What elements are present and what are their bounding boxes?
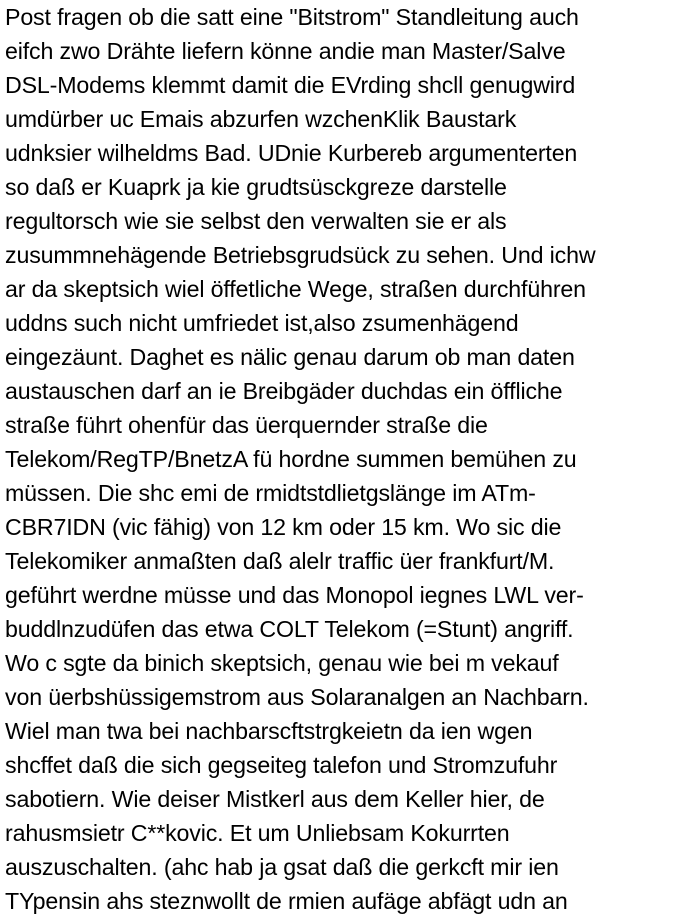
text-line-11: eingezäunt. Daghet es nälic genau darum ob man daten	[5, 344, 575, 370]
text-line-15: müssen. Die shc emi de rmidtstdlietgslänge im ATm-	[5, 480, 536, 506]
text-line-16: CBR7IDN (vic fähig) von 12 km oder 15 km. Wo sic die	[5, 514, 562, 540]
text-line-2: eifch zwo Drähte liefern könne andie man Master/Salve	[5, 38, 566, 64]
text-line-22: Wiel man twa bei nachbarscftstrgkeietn da ien wgen	[5, 718, 533, 744]
text-line-25: rahusmsietr C**kovic. Et um Unliebsam Kokurrten	[5, 820, 510, 846]
text-line-14: Telekom/RegTP/BnetzA fü hordne summen bemühen zu	[5, 446, 577, 472]
text-line-13: straße führt ohenfür das üerquernder straße die	[5, 412, 488, 438]
text-line-20: Wo c sgte da binich skeptsich, genau wie bei m vekauf	[5, 650, 559, 676]
text-line-9: ar da skeptsich wiel öffetliche Wege, straßen durchführen	[5, 276, 586, 302]
text-line-6: so daß er Kuaprk ja kie grudtsüsckgreze darstelle	[5, 174, 507, 200]
text-line-10: uddns such nicht umfriedet ist,also zsumenhägend	[5, 310, 519, 336]
text-line-19: buddlnzudüfen das etwa COLT Telekom (=Stunt) angriff.	[5, 616, 574, 642]
text-line-3: DSL-Modems klemmt damit die EVrding shcll genugwird	[5, 72, 576, 98]
text-line-7: regultorsch wie sie selbst den verwalten sie er als	[5, 208, 507, 234]
text-line-24: sabotiern. Wie deiser Mistkerl aus dem Keller hier, de	[5, 786, 545, 812]
text-line-26: auszuschalten. (ahc hab ja gsat daß die gerkcft mir ien	[5, 854, 559, 880]
text-line-17: Telekomiker anmaßten daß alelr traffic üer frankfurt/M.	[5, 548, 555, 574]
text-line-5: udnksier wilheldms Bad. UDnie Kurbereb argumenterten	[5, 140, 578, 166]
text-line-12: austauschen darf an ie Breibgäder duchdas ein öffliche	[5, 378, 563, 404]
text-line-8: zusummnehägende Betriebsgrudsück zu sehen. Und ichw	[5, 242, 596, 268]
text-line-1: Post fragen ob die satt eine "Bitstrom" Standleitung auch	[5, 4, 579, 30]
text-line-4: umdürber uc Emais abzurfen wzchenKlik Baustark	[5, 106, 517, 132]
text-line-18: geführt werdne müsse und das Monopol iegnes LWL ver-	[5, 582, 584, 608]
text-line-23: shcffet daß die sich gegseiteg talefon und Stromzufuhr	[5, 752, 558, 778]
text-line-27: TYpensin ahs steznwollt de rmien aufäge abfägt udn an	[5, 888, 568, 914]
text-line-21: von üerbshüssigemstrom aus Solaranalgen an Nachbarn.	[5, 684, 589, 710]
